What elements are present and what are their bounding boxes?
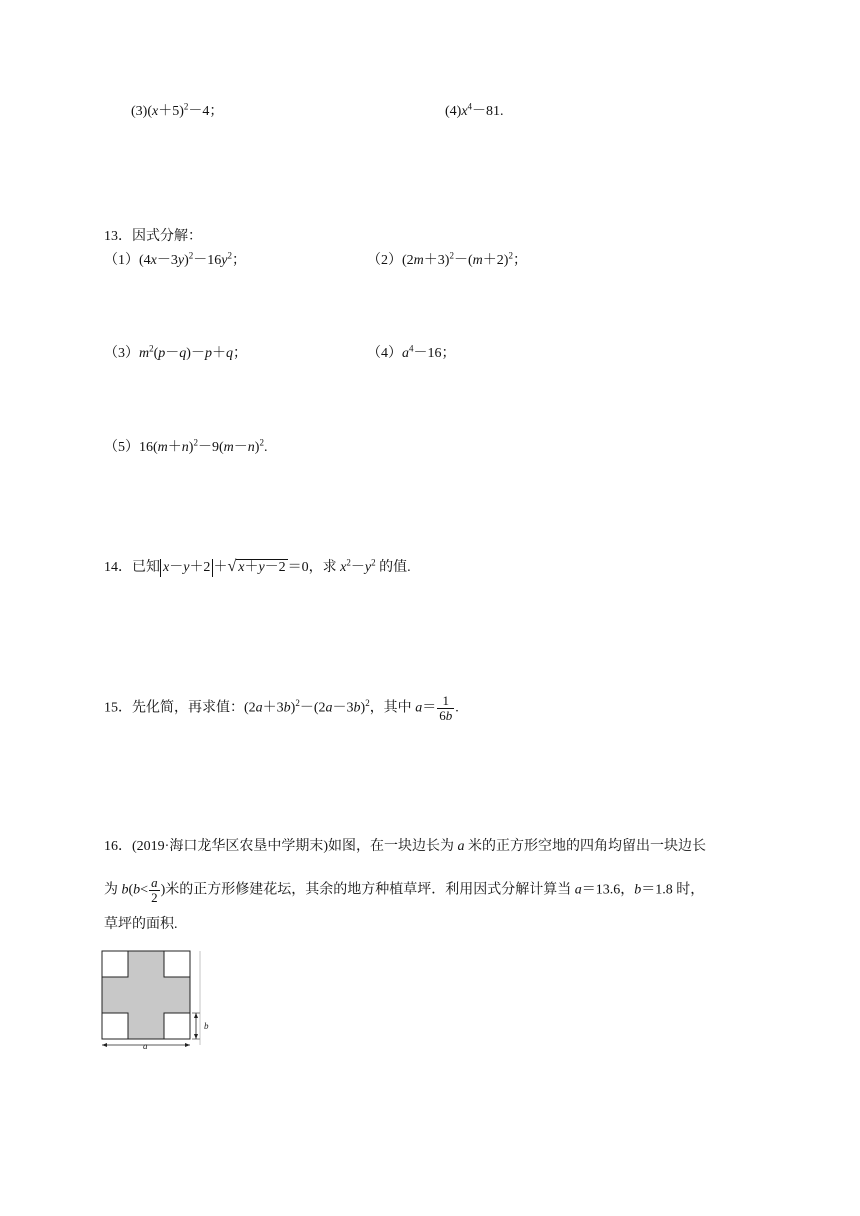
t: ； (512, 253, 527, 268)
v: x (340, 560, 347, 575)
t: ) (184, 253, 189, 268)
text: －4； (188, 104, 224, 119)
t: . (263, 440, 268, 455)
p13-item4 (367, 344, 456, 364)
label-b: b (204, 1021, 209, 1031)
v: p (204, 346, 212, 361)
t: －2 (264, 560, 286, 575)
v: p (158, 346, 166, 361)
v: b (133, 882, 141, 898)
p12-item4 (445, 102, 504, 122)
t: ) (290, 700, 296, 716)
t: 为 (104, 882, 122, 898)
text: (3)( (131, 104, 152, 119)
label: （2） (367, 253, 402, 268)
t: ) (360, 700, 366, 716)
p12-item3 (131, 102, 223, 122)
v: a (457, 839, 465, 854)
t: ( (128, 882, 134, 898)
v: m (139, 346, 150, 361)
radicand (236, 559, 287, 575)
v: a (574, 882, 582, 898)
t: ＋3) (423, 253, 450, 268)
v: b (283, 700, 291, 716)
text: －81. (472, 104, 504, 119)
t: －16； (413, 346, 456, 361)
v: x (150, 253, 157, 268)
v: a (255, 700, 263, 716)
sup: 2 (227, 250, 232, 261)
label: （4） (367, 346, 402, 361)
square-root (227, 557, 287, 578)
t: －9( (197, 440, 224, 455)
v: m (223, 440, 234, 455)
v: x (163, 560, 170, 575)
p13-item1 (104, 251, 246, 271)
t: － (233, 440, 248, 455)
p16-line2 (104, 876, 704, 905)
sup: 2 (193, 437, 198, 448)
t: 15．先化简，再求值：(2 (104, 700, 256, 716)
a-arrow-right (185, 1043, 190, 1047)
t: －(2 (299, 700, 326, 716)
v: a (402, 346, 409, 361)
t: ； (232, 253, 246, 268)
t: ； (232, 346, 247, 361)
var: x (152, 104, 159, 119)
p13-item2 (367, 251, 527, 271)
var: x (461, 104, 468, 119)
p13-title: 13．因式分解： (104, 229, 202, 244)
label: （5） (104, 440, 139, 455)
text: (4) (445, 104, 462, 119)
lawn-diagram (100, 949, 215, 1051)
t: － (169, 560, 184, 575)
sup: 2 (183, 101, 189, 112)
t: － (165, 346, 180, 361)
corner-square-tr (164, 951, 190, 977)
corner-square-tl (102, 951, 128, 977)
t: ，其中 (369, 700, 416, 716)
text: ＋5) (158, 104, 184, 119)
t: ＝0，求 (287, 560, 341, 575)
denominator: 2 (151, 890, 158, 905)
v: m (472, 253, 483, 268)
t: 米的正方形空地的四角均留出一块边长 (464, 839, 706, 854)
numerator: 1 (437, 694, 454, 709)
v: y (221, 253, 228, 268)
v: n (181, 440, 189, 455)
t: ＋ (213, 560, 228, 575)
a-arrow-left (102, 1043, 107, 1047)
denominator (437, 709, 454, 723)
sup: 2 (295, 698, 300, 709)
t: － (350, 560, 365, 575)
p13-item3 (104, 344, 247, 364)
v: b (121, 882, 129, 898)
t: ( (153, 346, 159, 361)
t: . (455, 700, 459, 716)
t: ＋ (211, 346, 226, 361)
v: b (353, 700, 361, 716)
corner-square-br (164, 1013, 190, 1039)
t: ＋ (167, 440, 182, 455)
v: y (183, 560, 190, 575)
t: )－ (186, 346, 205, 361)
p14-line (104, 557, 411, 578)
absolute-value (160, 559, 213, 577)
t: 的值. (375, 560, 411, 575)
v: a (415, 700, 423, 716)
p15-line (104, 694, 459, 723)
v: y (364, 560, 372, 575)
t: 16．(2019·海口龙华区农垦中学期末)如图，在一块边长为 (104, 839, 458, 854)
t: －3 (332, 700, 354, 716)
t: ＋2) (482, 253, 509, 268)
v: b (634, 882, 642, 898)
t: ) (188, 440, 194, 455)
label: （3） (104, 346, 139, 361)
t: ＝13.6， (581, 882, 635, 898)
sup: 2 (508, 250, 513, 261)
p16-line3: 草坪的面积. (104, 917, 178, 932)
v: q (179, 346, 187, 361)
t: －16 (193, 253, 222, 268)
t: ＋ (244, 560, 259, 575)
b-arrow-bottom (194, 1034, 198, 1039)
t: －3 (156, 253, 178, 268)
t: (4 (139, 253, 151, 268)
fraction (149, 876, 160, 905)
corner-square-bl (102, 1013, 128, 1039)
v: n (247, 440, 255, 455)
v: a (325, 700, 333, 716)
sup: 2 (149, 343, 154, 354)
label-a: a (143, 1041, 148, 1051)
v: b (445, 708, 453, 723)
v: m (157, 440, 168, 455)
sup: 2 (371, 557, 376, 568)
b-arrow-top (194, 1013, 198, 1018)
p13-item5 (104, 438, 267, 458)
t: ) (254, 440, 260, 455)
t: －( (453, 253, 473, 268)
sup: 2 (449, 250, 454, 261)
t: < (140, 882, 149, 898)
t: 6 (439, 708, 446, 723)
v: y (258, 560, 265, 575)
v: m (413, 253, 424, 268)
v: x (238, 560, 245, 575)
t: 14．已知 (104, 560, 160, 575)
p16-line1 (104, 837, 706, 857)
label: （1） (104, 253, 139, 268)
sup: 4 (467, 101, 473, 112)
radical-icon: √ (227, 558, 237, 575)
v: y (177, 253, 185, 268)
t: ＝ (422, 700, 437, 716)
sup: 2 (346, 557, 351, 568)
t: 16( (139, 440, 158, 455)
sup: 2 (365, 698, 370, 709)
t: ＝1.8 时， (641, 882, 705, 898)
sup: 4 (409, 343, 414, 354)
t: )米的正方形修建花坛，其余的地方种植草坪．利用因式分解计算当 (160, 882, 575, 898)
numerator: a (151, 875, 158, 890)
v: q (225, 346, 233, 361)
t: ＋3 (262, 700, 284, 716)
fraction (437, 694, 454, 723)
t: ＋2 (189, 560, 211, 575)
lawn-figure (100, 949, 215, 1051)
t: (2 (402, 253, 414, 268)
sup: 2 (259, 437, 264, 448)
sup: 2 (188, 250, 194, 261)
